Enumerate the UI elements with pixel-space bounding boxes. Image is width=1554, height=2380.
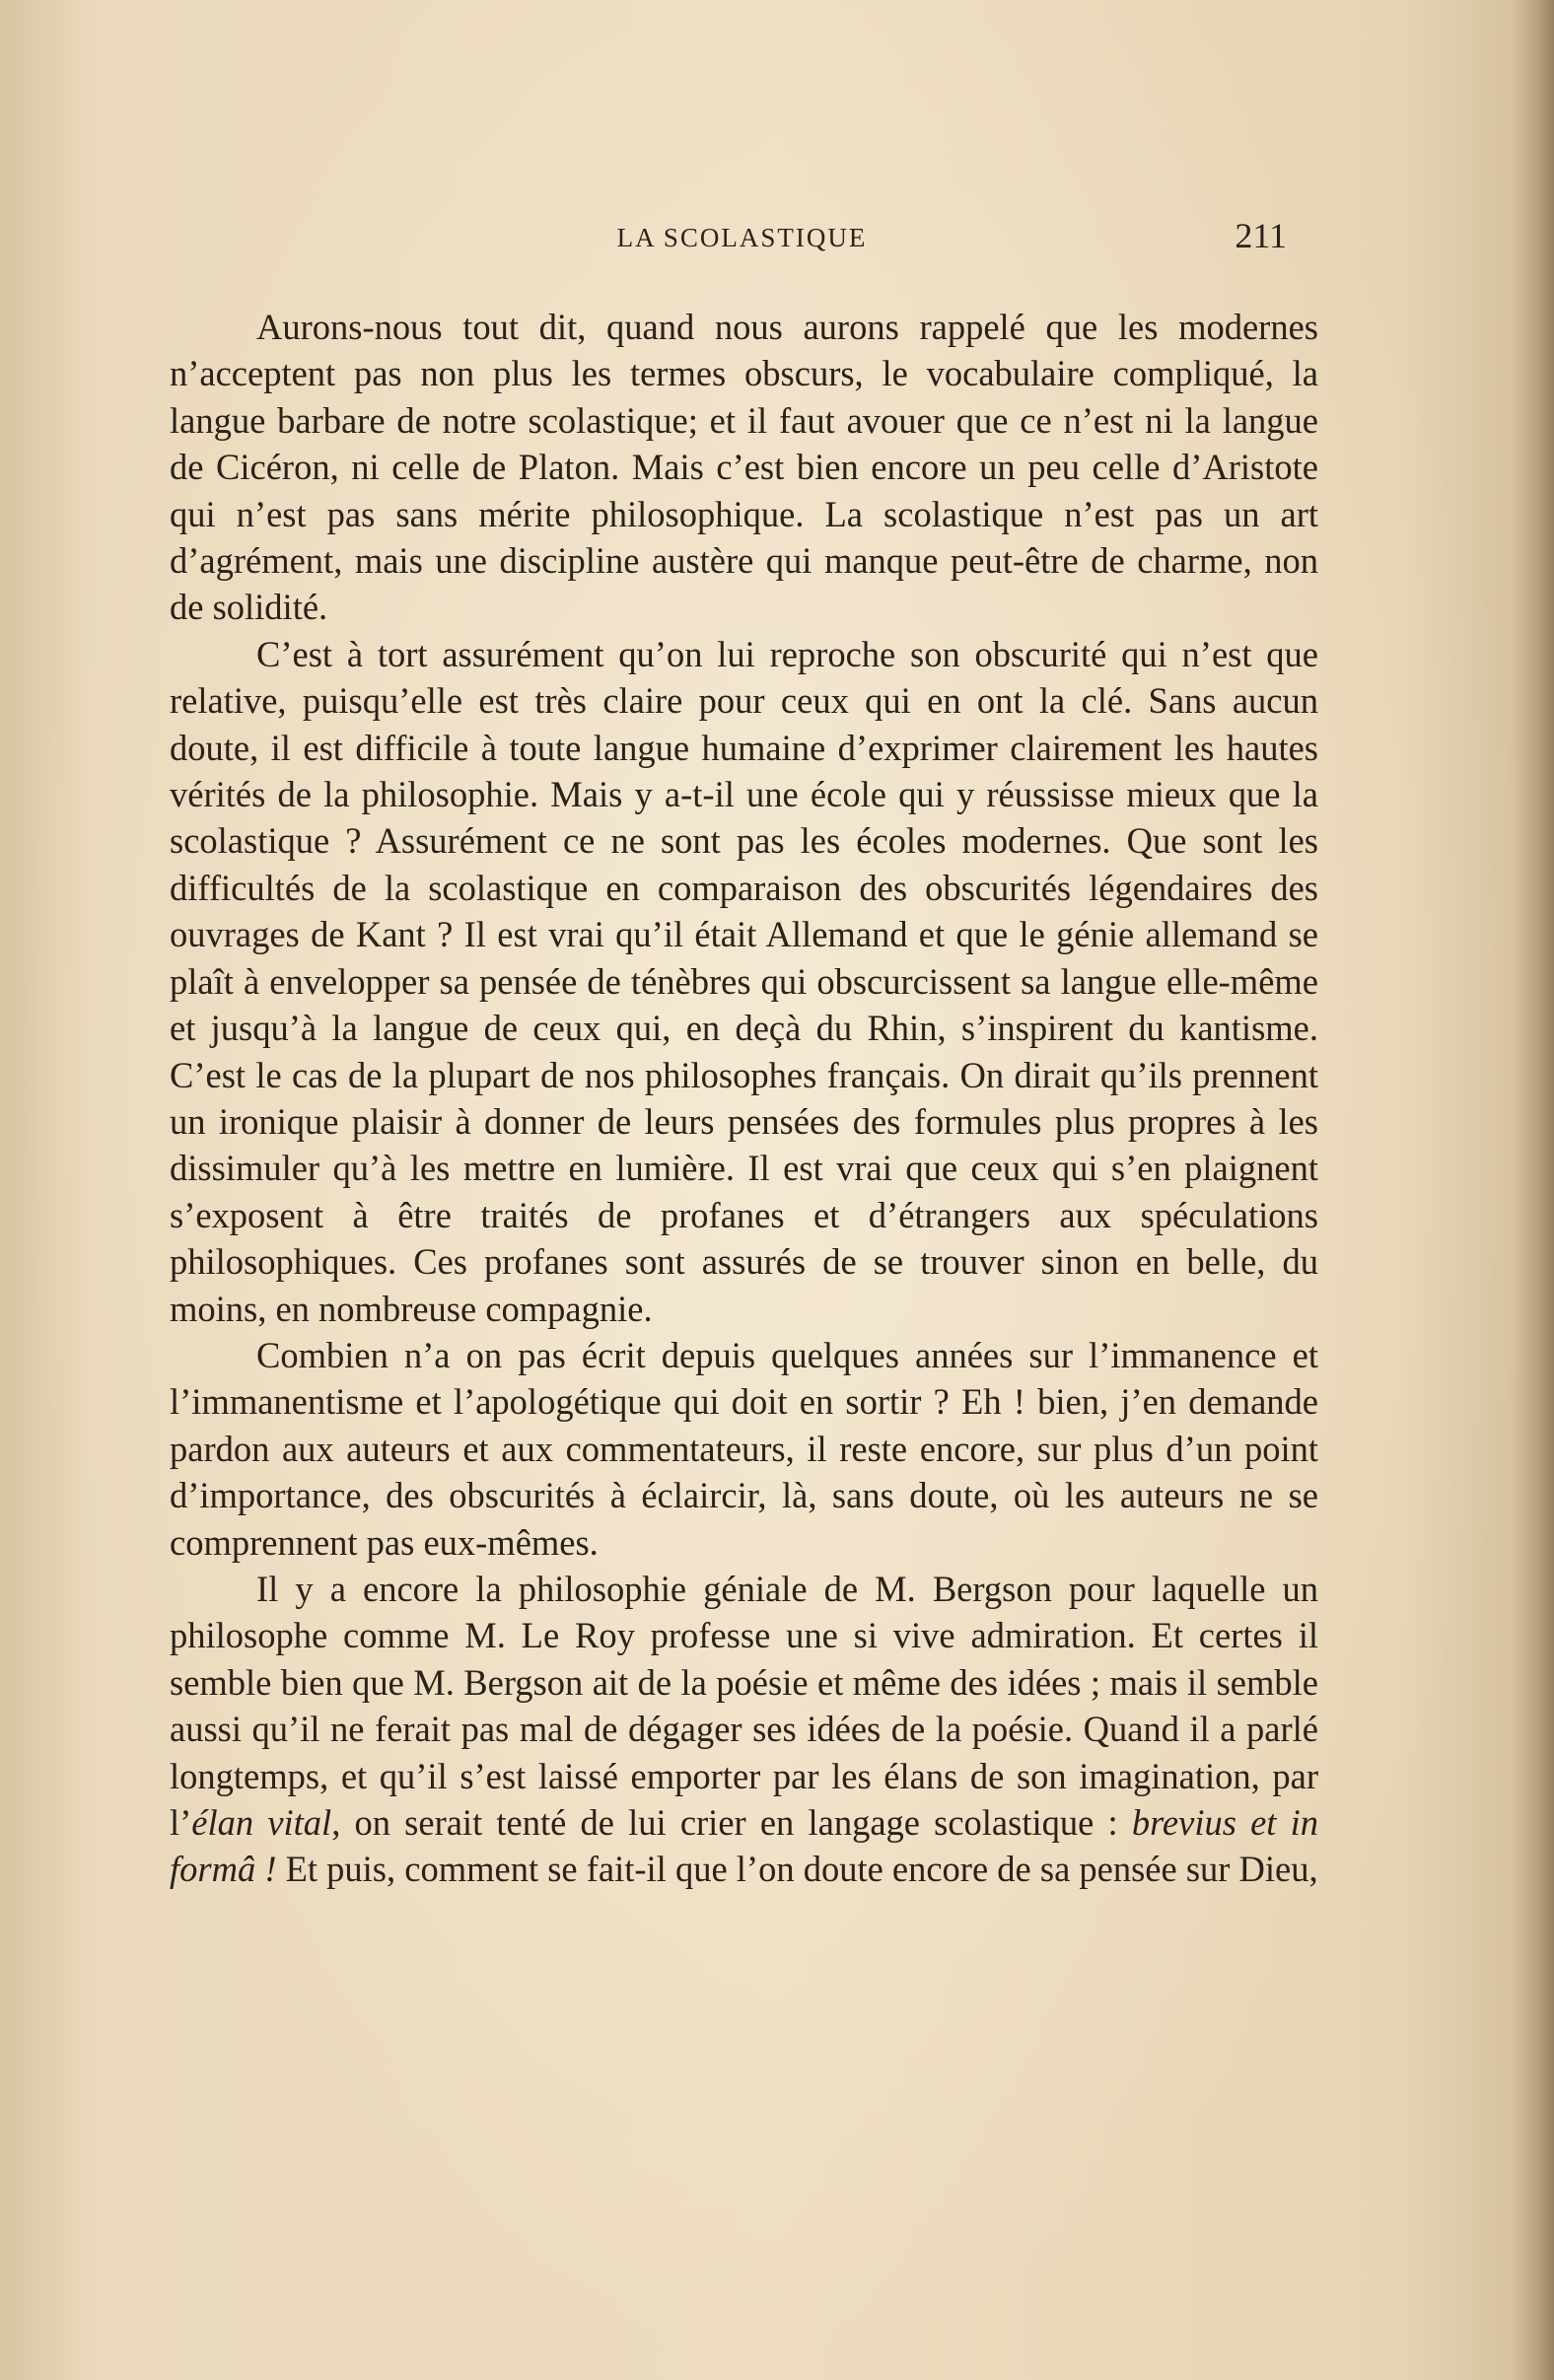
page-number: 211 [1235, 216, 1287, 255]
section-title: LA SCOLASTIQUE [616, 223, 868, 252]
running-head [168, 216, 1316, 258]
page-edge-shadow [1515, 0, 1554, 2380]
paragraph-1: Aurons-nous tout dit, quand nous aurons rappelé que les modernes n’acceptent pas non plus les termes obscurs, le vocabulaire compliqué, la langue barbare de notre scolastique; et il faut avouer que ce n’est ni la langue de Cicéron, ni celle de Platon. Mais c’est bien encore un peu celle d’Aristote qui n’est pas sans mérite philosophique. La scolastique n’est pas un art d’agrément, mais une discipline austère qui manque peut-être de charme, non de solidité. [170, 307, 1318, 628]
italic-brevius: brevius et in formâ ! [170, 1802, 1319, 1890]
paragraph-3: Combien n’a on pas écrit depuis quelques années sur l’immanence et l’immanentisme et l’apologétique qui doit en sortir ? Eh ! bien, j’en demande pardon aux auteurs et aux commentateurs, il reste encore, sur plus d’un point d’importance, des obscurités à éclaircir, là, sans doute, où les auteurs ne se comprennent pas eux-mêmes. [170, 1334, 1318, 1563]
paragraph-4-text-c: Et puis, comment se fait-il que l’on doute encore de sa pensée sur Dieu, [276, 1849, 1318, 1890]
paragraph-4-text-a: Il y a encore la philosophie géniale de M. Bergson pour laquelle un philosophe comme M. Le Roy professe une si vive admiration. Et certes il semble bien que M. Bergson ait de la poésie et même des idées ; mais il semble aussi qu’il ne ferait pas mal de dégager ses idées de la poésie. Quand il a parlé longtemps, et qu’il s’est laissé emporter par les élans de son imagination, par l’ [170, 1568, 1318, 1843]
paragraph-4-text-b: , on serait tenté de lui crier en langage scolastique : [331, 1802, 1132, 1843]
italic-elan-vital: élan vital [191, 1802, 332, 1843]
paragraph-2: C’est à tort assurément qu’on lui reproche son obscurité qui n’est que relative, puisqu’elle est très claire pour ceux qui en ont la clé. Sans aucun doute, il est difficile à toute langue humaine d’exprimer clairement les hautes vérités de la philosophie. Mais y a-t-il une école qui y réussisse mieux que la scolastique ? Assurément ce ne sont pas les écoles modernes. Que sont les difficultés de la scolastique en comparaison des obscurités légendaires des ouvrages de Kant ? Il est vrai qu’il était Allemand et que le génie allemand se plaît à envelopper sa pensée de ténèbres qui obscurcissent sa langue elle-même et jusqu’à la langue de ceux qui, en deçà du Rhin, s’inspirent du kantisme. C’est le cas de la plupart de nos philosophes français. On dirait qu’ils prennent un ironique plaisir à donner de leurs pensées des formules plus propres à les dissimuler qu’à les mettre en lumière. Il est vrai que ceux qui s’en plaignent s’exposent à être traités de profanes et d’étrangers aux spéculations philosophiques. Ces profanes sont assurés de se trouver sinon en belle, du moins, en nombreuse compagnie. [170, 633, 1318, 1329]
paragraph-4 [170, 1566, 1318, 1893]
body-text [170, 304, 1318, 1893]
